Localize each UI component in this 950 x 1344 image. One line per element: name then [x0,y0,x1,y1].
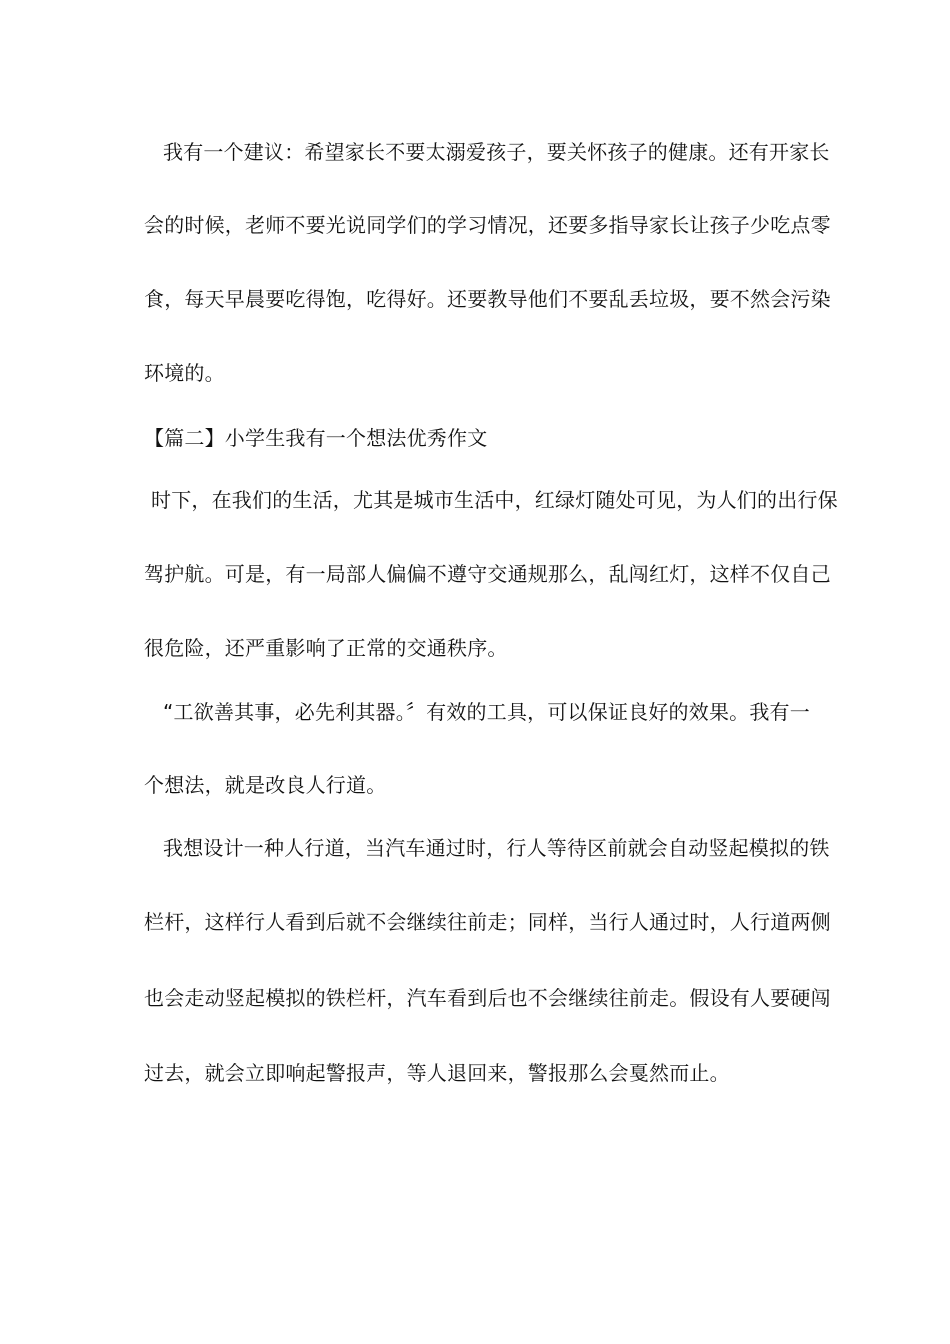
paragraph-line: 驾护航。可是，有一局部人偏偏不遵守交通规那么，乱闯红灯，这样不仅自己 [144,562,831,586]
paragraph-line: 会的时候，老师不要光说同学们的学习情况，还要多指导家长让孩子少吃点零 [144,213,831,237]
paragraph-line: 过去，就会立即响起警报声，等人退回来，警报那么会戛然而止。 [144,1061,730,1085]
section-heading: 【篇二】小学生我有一个想法优秀作文 [144,426,488,450]
paragraph-line: “工欲善其事，必先利其器。〞有效的工具，可以保证良好的效果。我有一 [163,700,810,724]
paragraph-line: 我有一个建议：希望家长不要太溺爱孩子，要关怀孩子的健康。还有开家长 [163,140,830,164]
paragraph-line: 时下，在我们的生活，尤其是城市生活中，红绿灯随处可见，为人们的出行保 [151,488,838,512]
paragraph-line: 栏杆，这样行人看到后就不会继续往前走；同样，当行人通过时，人行道两侧 [144,910,831,934]
paragraph-line: 我想设计一种人行道，当汽车通过时，行人等待区前就会自动竖起模拟的铁 [163,836,830,860]
paragraph-line: 环境的。 [144,361,225,385]
paragraph-line: 食，每天早晨要吃得饱，吃得好。还要教导他们不要乱丢垃圾，要不然会污染 [144,287,831,311]
paragraph-line: 也会走动竖起模拟的铁栏杆，汽车看到后也不会继续往前走。假设有人要硬闯 [144,986,831,1010]
paragraph-line: 个想法，就是改良人行道。 [144,773,387,797]
paragraph-line: 很危险，还严重影响了正常的交通秩序。 [144,636,508,660]
